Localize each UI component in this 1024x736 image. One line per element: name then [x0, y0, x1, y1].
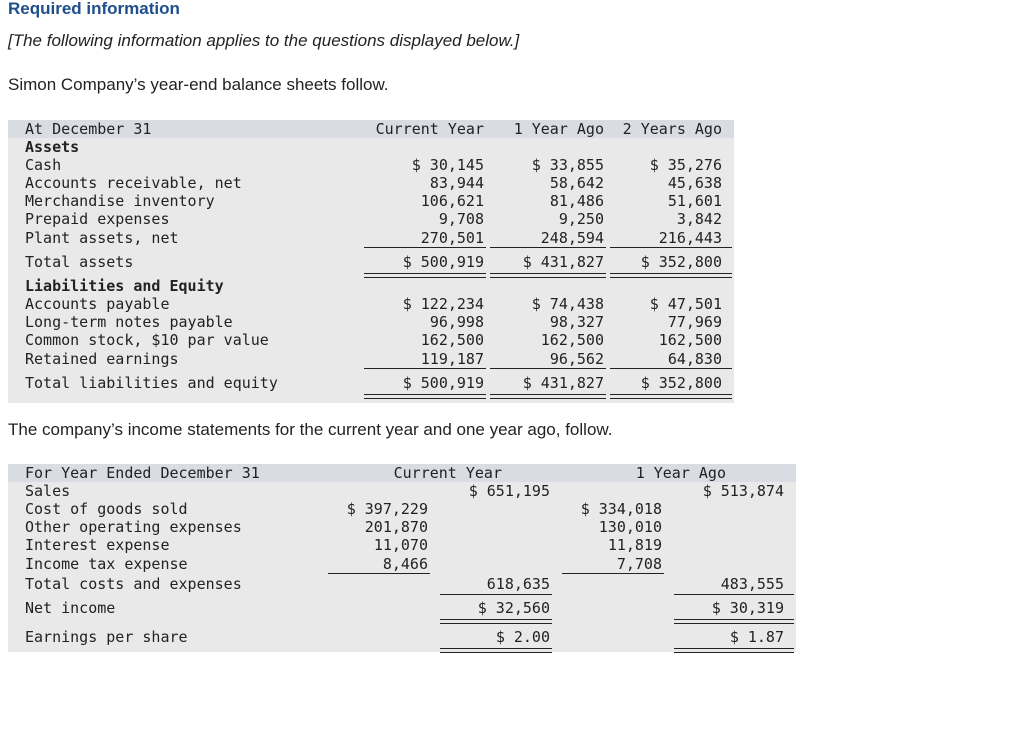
- row-label: Total costs and expenses: [25, 575, 242, 593]
- liabilities-heading: Liabilities and Equity: [25, 277, 224, 295]
- table-row: [8, 210, 734, 228]
- balance-sheet-intro: Simon Company’s year-end balance sheets follow.: [8, 75, 389, 94]
- row-label: Common stock, $10 par value: [25, 331, 269, 349]
- table-row: [8, 500, 796, 518]
- cell-value: 7,708: [616, 555, 662, 573]
- cell-value: 9,250: [558, 210, 604, 228]
- cell-value: 81,486: [549, 192, 604, 210]
- total-assets-row: [8, 253, 734, 271]
- cell-value: $ 33,855: [531, 156, 604, 174]
- date-label: At December 31: [25, 120, 152, 138]
- cell-value: 98,327: [549, 313, 604, 331]
- col-header-2-years: 2 Years Ago: [622, 120, 722, 138]
- cell-value: 11,070: [373, 536, 428, 554]
- balance-sheet-table: [8, 120, 734, 400]
- table-row: [8, 313, 734, 331]
- row-label: Net income: [25, 599, 116, 617]
- total-costs-row: [8, 575, 796, 593]
- period-label: For Year Ended December 31: [25, 464, 260, 482]
- cell-value: $ 30,145: [411, 156, 484, 174]
- cell-value: $ 651,195: [468, 482, 550, 500]
- table-row: [8, 295, 734, 313]
- col-header-current: Current Year: [375, 120, 484, 138]
- cell-value: $ 74,438: [531, 295, 604, 313]
- table-row: [8, 192, 734, 210]
- cell-value: $ 2.00: [495, 628, 550, 646]
- total-rule: [490, 394, 606, 399]
- cell-value: 77,969: [667, 313, 722, 331]
- cell-value: 64,830: [667, 350, 722, 368]
- col-header-1-year: 1 Year Ago: [513, 120, 604, 138]
- table-header-row: [8, 120, 734, 138]
- cell-value: $ 1.87: [729, 628, 784, 646]
- table-header-row: [8, 464, 796, 482]
- cell-value: $ 500,919: [402, 374, 484, 392]
- row-label: Interest expense: [25, 536, 170, 554]
- table-row: [8, 229, 734, 247]
- row-label: Prepaid expenses: [25, 210, 170, 228]
- subtotal-rule: [490, 368, 606, 369]
- total-liabilities-row: [8, 374, 734, 392]
- subtotal-rule: [364, 247, 486, 248]
- table-row: [8, 174, 734, 192]
- cell-value: $ 47,501: [649, 295, 722, 313]
- total-rule: [440, 648, 552, 653]
- subtotal-rule: [490, 247, 606, 248]
- income-statement-intro: The company’s income statements for the current year and one year ago, follow.: [8, 420, 613, 439]
- table-row: [8, 156, 734, 174]
- row-label: Long-term notes payable: [25, 313, 233, 331]
- row-label: Cash: [25, 156, 62, 174]
- row-label: Retained earnings: [25, 350, 179, 368]
- col-header-1-year: 1 Year Ago: [635, 464, 726, 482]
- total-rule: [674, 619, 794, 624]
- cell-value: 201,870: [364, 518, 428, 536]
- row-label: Total liabilities and equity: [25, 374, 278, 392]
- cell-value: 96,998: [429, 313, 484, 331]
- cell-value: 51,601: [667, 192, 722, 210]
- required-information-title: Required information: [8, 0, 180, 18]
- cell-value: 162,500: [658, 331, 722, 349]
- cell-value: 119,187: [420, 350, 484, 368]
- cell-value: $ 513,874: [702, 482, 784, 500]
- row-label: Accounts payable: [25, 295, 170, 313]
- table-row: [8, 331, 734, 349]
- row-label: Sales: [25, 482, 71, 500]
- subtotal-rule: [364, 368, 486, 369]
- table-row: [8, 518, 796, 536]
- row-label: Merchandise inventory: [25, 192, 215, 210]
- cell-value: $ 431,827: [522, 253, 604, 271]
- cell-value: 9,708: [438, 210, 484, 228]
- cell-value: $ 352,800: [640, 374, 722, 392]
- eps-row: [8, 628, 796, 646]
- table-row: [8, 350, 734, 368]
- cell-value: 96,562: [549, 350, 604, 368]
- cell-value: 162,500: [420, 331, 484, 349]
- cell-value: 58,642: [549, 174, 604, 192]
- total-rule: [610, 394, 732, 399]
- cell-value: 162,500: [540, 331, 604, 349]
- cell-value: 130,010: [598, 518, 662, 536]
- total-rule: [364, 394, 486, 399]
- subtotal-rule: [562, 573, 664, 574]
- cell-value: $ 397,229: [346, 500, 428, 518]
- table-row: [8, 555, 796, 573]
- assets-heading: Assets: [25, 138, 80, 156]
- cell-value: $ 32,560: [477, 599, 550, 617]
- cell-value: $ 431,827: [522, 374, 604, 392]
- cell-value: 618,635: [486, 575, 550, 593]
- row-label: Plant assets, net: [25, 229, 179, 247]
- cell-value: 483,555: [720, 575, 784, 593]
- col-header-current: Current Year: [393, 464, 502, 482]
- total-rule: [674, 648, 794, 653]
- cell-value: 83,944: [429, 174, 484, 192]
- subtotal-rule: [674, 594, 794, 595]
- subtotal-rule: [610, 368, 732, 369]
- cell-value: $ 500,919: [402, 253, 484, 271]
- cell-value: 3,842: [676, 210, 722, 228]
- cell-value: $ 352,800: [640, 253, 722, 271]
- info-note: [The following information applies to the questions displayed below.]: [8, 31, 520, 50]
- cell-value: 106,621: [420, 192, 484, 210]
- cell-value: $ 35,276: [649, 156, 722, 174]
- total-rule: [440, 619, 552, 624]
- subtotal-rule: [610, 247, 732, 248]
- subtotal-rule: [440, 594, 552, 595]
- subtotal-rule: [328, 573, 430, 574]
- row-label: Total assets: [25, 253, 134, 271]
- cell-value: $ 122,234: [402, 295, 484, 313]
- cell-value: $ 334,018: [580, 500, 662, 518]
- income-statement-table: [8, 464, 796, 654]
- table-row: [8, 536, 796, 554]
- cell-value: 8,466: [382, 555, 428, 573]
- net-income-row: [8, 599, 796, 617]
- row-label: Accounts receivable, net: [25, 174, 242, 192]
- row-label: Earnings per share: [25, 628, 188, 646]
- assets-heading-row: [8, 138, 734, 156]
- row-label: Income tax expense: [25, 555, 188, 573]
- sales-row: [8, 482, 796, 500]
- row-label: Other operating expenses: [25, 518, 242, 536]
- liabilities-heading-row: [8, 277, 734, 295]
- cell-value: 270,501: [420, 229, 484, 247]
- cell-value: 45,638: [667, 174, 722, 192]
- cell-value: 248,594: [540, 229, 604, 247]
- row-label: Cost of goods sold: [25, 500, 188, 518]
- cell-value: 216,443: [658, 229, 722, 247]
- cell-value: $ 30,319: [711, 599, 784, 617]
- cell-value: 11,819: [607, 536, 662, 554]
